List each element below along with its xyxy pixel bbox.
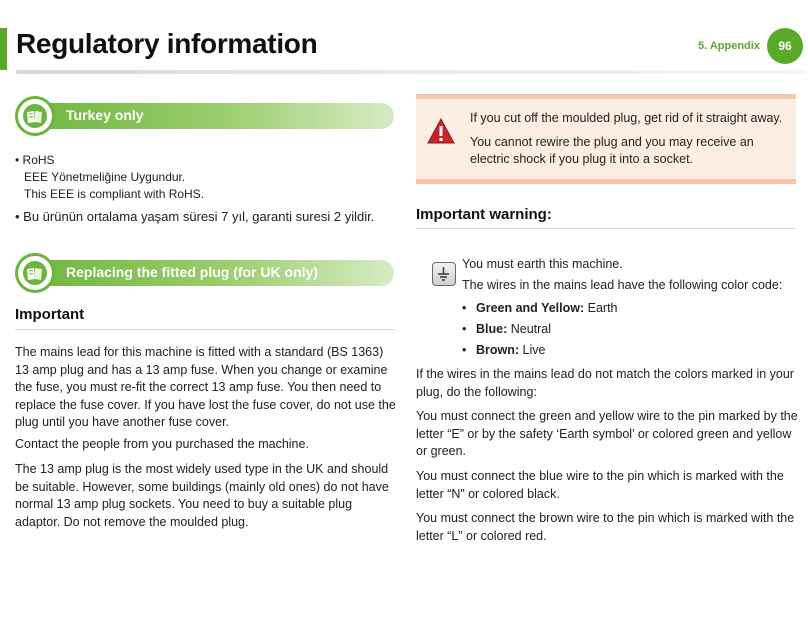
section-banner-uk-plug: [18, 260, 394, 286]
important-warning-heading: Important warning:: [416, 206, 552, 223]
uk-plug-paragraph: The 13 amp plug is the most widely used type in the UK and should be suitable. However, some buildings (mainly old ones) do not have normal 13 amp plug sockets. You need to buy a suitable plug adaptor. Do not remove the moulded plug.: [15, 462, 389, 529]
earth-line-1: You must earth this machine.: [462, 257, 623, 271]
section-title-uk-plug: Replacing the fitted plug (for UK only): [66, 264, 318, 280]
important-heading: Important: [15, 306, 85, 323]
rohs-block: [15, 152, 204, 203]
uk-fuse-paragraph: The mains lead for this machine is fitted with a standard (BS 1363) 13 amp plug and has a 13 amp fuse. When you change or examine the fuse, you must re-fit the correct 13 amp fuse. You then need to replace the fuse cover. If you have lost the fuse cover, do not use the plug until you have another fuse cover.: [15, 345, 396, 429]
title-accent-bar: [0, 28, 7, 70]
mismatch-paragraph: If the wires in the mains lead do not match the colors marked in your plug, do the following:: [416, 367, 794, 399]
important-underline: [15, 329, 395, 330]
book-icon: [15, 96, 55, 136]
rohs-english-text: This EEE is compliant with RoHS.: [24, 187, 205, 201]
caution-line-1: If you cut off the moulded plug, get rid of it straight away.: [470, 111, 783, 125]
book-icon: [15, 253, 55, 293]
section-banner-turkey: [18, 103, 394, 129]
brown-wire-paragraph: You must connect the brown wire to the pin which is marked with the letter “L” or colored red.: [416, 511, 795, 543]
earth-line-2: The wires in the mains lead have the following color code:: [462, 278, 783, 292]
page-title: Regulatory information: [16, 28, 318, 59]
green-yellow-paragraph: You must connect the green and yellow wire to the pin marked by the letter “E” or by the safety ‘Earth symbol’ or colored green and yellow or green.: [416, 409, 798, 458]
section-title-turkey: Turkey only: [66, 107, 144, 123]
wire-color-list: [462, 298, 618, 361]
blue-wire-paragraph: You must connect the blue wire to the pin which is marked with the letter “N” or colored black.: [416, 469, 784, 501]
important-warning-underline: [416, 228, 796, 229]
uk-contact-paragraph: Contact the people from you purchased the machine.: [15, 437, 309, 451]
header-divider: [16, 70, 806, 74]
rohs-turkish-text: EEE Yönetmeliğine Uygundur.: [24, 170, 186, 184]
caution-line-2: You cannot rewire the plug and you may receive an electric shock if you plug it into a socket.: [470, 134, 754, 166]
earth-note-icon: [432, 262, 456, 286]
caution-box: [416, 94, 796, 184]
product-lifetime-text: • Bu ürünün ortalama yaşam süresi 7 yıl, garanti suresi 2 yildir.: [15, 209, 375, 224]
wire-item-live: • Brown: Live: [462, 340, 618, 361]
rohs-bullet: • RoHS: [15, 153, 55, 167]
chapter-label: 5. Appendix: [698, 40, 760, 52]
wire-item-neutral: • Blue: Neutral: [462, 319, 618, 340]
page-number-badge: 96: [767, 28, 803, 64]
wire-item-earth: • Green and Yellow: Earth: [462, 298, 618, 319]
warning-triangle-icon: [426, 117, 456, 145]
